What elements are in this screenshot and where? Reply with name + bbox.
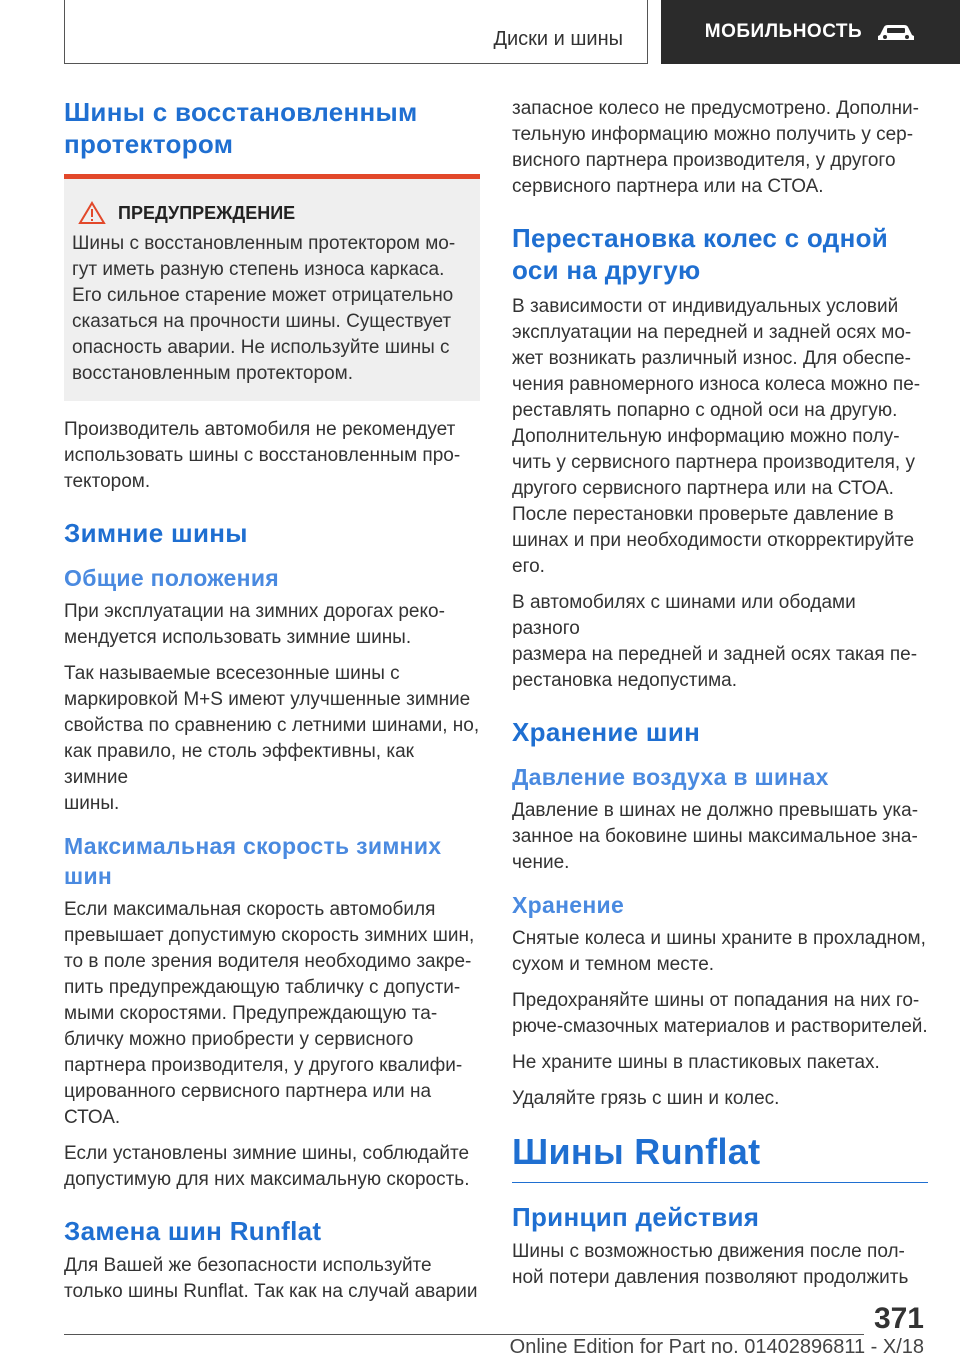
heading-principle: Принцип действия: [512, 1202, 760, 1232]
header-chapter-box: [661, 0, 960, 64]
paragraph-storage-3: Не храните шины в пластиковых пакетах.: [512, 1052, 880, 1073]
paragraph-storage-1: Снятые колеса и шины храните в прохладном, сухом и темном месте.: [512, 928, 926, 975]
header-chapter-title: МОБИЛЬНОСТЬ: [704, 21, 863, 42]
heading-storage: Хранение: [512, 892, 625, 918]
paragraph-continuation: запасное колесо не предусмотрено. Дополни- тельную информацию можно получить у сер- висного партнера производителя, у другого сервисного партнера или на СТОА.: [512, 98, 919, 197]
paragraph-max-speed-1: Если максимальная скорость автомобиля превышает допустимую скорость зимних шин, то в поле зрения водителя необходимо закре- пить предупреждающую табличку с допусти- мыми скоростями. Предупреждающую та- бличку можно приобрести у сервисного партнера производителя, у другого квалифи- цированного сервисного партнера или на СТОА.: [64, 899, 475, 1128]
paragraph-storage-2: Предохраняйте шины от попадания на них го- рюче-смазочных материалов и растворителей.: [512, 990, 928, 1037]
paragraph-max-speed-2: Если установлены зимние шины, соблюдайте допустимую для них максимальную скорость.: [64, 1143, 470, 1190]
heading-rule: [512, 1182, 928, 1183]
header-section-box: [64, 0, 648, 64]
paragraph-rotation-1: В зависимости от индивидуальных условий эксплуатации на передней и задней осях мо- жет возникать различный износ. Для обеспе- чения равномерного износа колеса можно пе- реставлять попарно с одной оси на другую. Дополнительную информацию можно полу- чить у сервисного партнера производителя, у другого сервисного партнера или на СТОА. После перестановки проверьте давление в шинах и при необходимости откорректируйте его.: [512, 296, 921, 577]
left-column: [64, 96, 480, 1315]
paragraph-pressure: Давление в шинах не должно превышать ука- занное на боковине шины максимальное зна- чение.: [512, 800, 919, 873]
heading-general: Общие положения: [64, 565, 279, 591]
footer-rule: [64, 1334, 864, 1335]
header-section-title: Диски и шины: [493, 28, 623, 50]
heading-wheel-rotation: Перестановка колес с одной оси на другую: [512, 223, 889, 285]
heading-max-speed: Максимальная скорость зимних шин: [64, 833, 442, 889]
warning-box: [64, 174, 480, 401]
right-column: [512, 96, 928, 1301]
heading-winter-tires: Зимние шины: [64, 518, 248, 548]
warning-title: ПРЕДУПРЕЖДЕНИЕ: [118, 202, 296, 223]
paragraph-general-1: При эксплуатации на зимних дорогах реко- мендуется использовать зимние шины.: [64, 601, 445, 648]
paragraph-rotation-2: В автомобилях с шинами или ободами разного размера на передней и задней осях такая пе- рестановка недопустима.: [512, 592, 918, 691]
paragraph-principle: Шины с возможностью движения после пол- ной потери давления позволяют продолжить: [512, 1241, 909, 1288]
heading-replace-runflat: Замена шин Runflat: [64, 1216, 322, 1246]
heading-retread-tires: Шины с восстановленным протектором: [64, 97, 418, 159]
paragraph-replace: Для Вашей же безопасности используйте только шины Runflat. Так как на случай аварии: [64, 1255, 478, 1302]
warning-triangle-icon: [78, 201, 106, 225]
paragraph-storage-4: Удаляйте грязь с шин и колес.: [512, 1088, 780, 1109]
paragraph-general-2: Так называемые всесезонные шины с маркировкой M+S имеют улучшенные зимние свойства по сравнению с летними шинами, но, как правило, не столь эффективны, как зимние шины.: [64, 663, 480, 814]
heading-tire-storage: Хранение шин: [512, 717, 701, 747]
page-number: 371: [873, 1302, 924, 1335]
heading-tire-pressure: Давление воздуха в шинах: [512, 764, 829, 790]
heading-runflat-tires: Шины Runflat: [512, 1131, 761, 1172]
warning-header: [72, 201, 472, 225]
car-icon: [876, 21, 916, 43]
warning-text: Шины с восстановленным протектором мо- гут иметь разную степень износа каркаса. Его сильное старение может отрицательно сказаться на прочности шины. Существует опасность аварии. Не используйте шины с восстановленным протектором.: [72, 233, 456, 384]
footer-edition: Online Edition for Part no. 01402896811 - X/18: [509, 1336, 924, 1358]
paragraph-retread: Производитель автомобиля не рекомендует использовать шины с восстановленным про- тектором.: [64, 419, 461, 492]
